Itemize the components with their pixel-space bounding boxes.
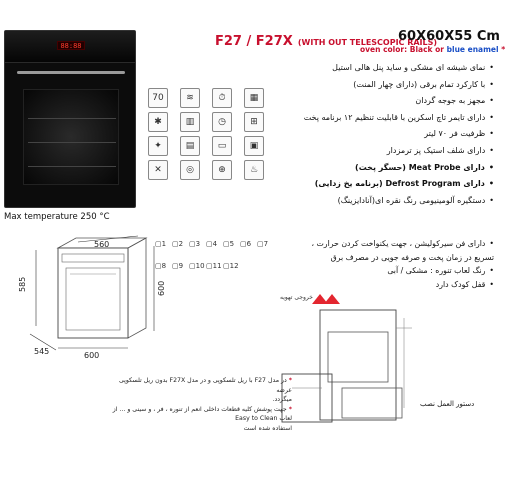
- oven-rack: [28, 142, 116, 143]
- timer-display-text: 88:88: [60, 42, 82, 50]
- max-temperature-label: Max temperature 250 °C: [4, 212, 110, 222]
- footnote-line: استفاده شده است: [243, 424, 292, 432]
- feature-icon: ▭: [212, 136, 232, 156]
- function-number: ▢7: [257, 240, 269, 248]
- feature-icon: ♨: [244, 160, 264, 180]
- feature-icon: ▦: [244, 88, 264, 108]
- footnote-text: در مدل F27 با ریل تلسکوپی و در مدل F27X بدون ریل تلسکوپی عرضه: [118, 377, 292, 394]
- function-number: ▢6: [240, 240, 252, 248]
- oven-color-line: [360, 45, 505, 54]
- footnote-text: جهت پوشش کلیه قطعات داخلی انعم از تنوره ، فر ، و سینی و ... از لعاب Easy to Clean: [112, 405, 292, 423]
- function-number: ▢4: [206, 240, 218, 248]
- feature-item: • ظرفیت فر ۷۰ لیتر: [272, 126, 494, 143]
- feature-icon: ≋: [180, 88, 200, 108]
- feature-icon: ◎: [180, 160, 200, 180]
- feature-icon: ✦: [148, 136, 168, 156]
- color-or: or: [435, 45, 445, 54]
- dimension-drawing: [18, 236, 168, 366]
- function-row-1: [155, 240, 274, 248]
- feature-icon-grid: [140, 86, 275, 206]
- footnote-line: میگردد.: [272, 396, 292, 404]
- function-number: ▢5: [223, 240, 235, 248]
- footnotes: [112, 376, 292, 434]
- oven-rack: [28, 166, 116, 167]
- color-black: Black: [409, 45, 433, 54]
- feature-icon: ⏱: [212, 88, 232, 108]
- feature-item: • دستگیره آلومینیومی رنگ نقره ای(آنادایزینگ): [272, 193, 494, 210]
- feature-item: • دارای Defrost Program (برنامه یخ زدایی): [272, 176, 494, 193]
- feature-icon: 70: [148, 88, 168, 108]
- function-number: ▢11: [206, 262, 222, 270]
- feature-item: • قفل کودک دارد: [258, 278, 494, 292]
- control-panel: [5, 31, 135, 63]
- function-number: ▢12: [223, 262, 239, 270]
- vent-label: خروجی تهویه: [280, 294, 313, 301]
- oven-rack: [28, 118, 116, 119]
- feature-list: [272, 60, 494, 209]
- oven-photo: [4, 30, 136, 208]
- timer-display: [57, 41, 85, 50]
- model-note: (WITH OUT TELESCOPIC RAILS): [297, 38, 438, 47]
- feature-item: • دارای تایمر تاچ اسکرین با قابلیت تنظیم ۱۲ برنامه پخت: [272, 110, 494, 127]
- installation-title: دستور العمل نصب: [420, 400, 475, 408]
- function-number: ▢3: [189, 240, 201, 248]
- model-name: F27 / F27X: [215, 34, 293, 49]
- dim-depth: 545: [34, 347, 50, 356]
- dim-height-left: 585: [18, 276, 27, 292]
- footnote-line: *جهت پوشش کلیه قطعات داخلی انعم از تنوره ، فر ، و سینی و ... از لعاب Easy to Clean: [112, 405, 292, 423]
- feature-icon: ⊕: [212, 160, 232, 180]
- color-star: *: [501, 45, 505, 54]
- feature-list-2: [258, 237, 494, 291]
- feature-icon: ✕: [148, 160, 168, 180]
- function-number: ▢8: [155, 262, 167, 270]
- feature-item: • با کارکرد تمام برقی (دارای چهار المنت): [272, 77, 494, 94]
- feature-item: • دارای فن سیرکولیشن ، جهت یکنواخت کردن حرارت ،: [258, 237, 494, 251]
- feature-icon: ✱: [148, 112, 168, 132]
- dimensions-title: 60X60X55 Cm: [398, 29, 500, 44]
- function-number: ▢1: [155, 240, 167, 248]
- footnote-line: *در مدل F27 با ریل تلسکوپی و در مدل F27X بدون ریل تلسکوپی عرضه: [118, 377, 292, 394]
- installation-drawing: [272, 288, 422, 438]
- feature-item: • رنگ لعاب تنوره : مشکی / آبی: [258, 264, 494, 278]
- feature-item: • دارای Meat Probe (حسگر پخت): [272, 160, 494, 177]
- feature-item: • مجهز به جوجه گردان: [272, 93, 494, 110]
- feature-item: • نمای شیشه ای مشکی و ساید پنل هالی استیل: [272, 60, 494, 77]
- color-blue: blue enamel: [446, 45, 499, 54]
- color-prefix: oven color:: [360, 45, 408, 54]
- feature-item: تسریع در زمان پخت و صرفه جویی در مصرف برق: [330, 252, 494, 262]
- feature-item: • دارای شلف استیک پز ترمزدار: [272, 143, 494, 160]
- function-number: ▢2: [172, 240, 184, 248]
- feature-icon: ⊞: [244, 112, 264, 132]
- dim-width-top: 560: [94, 240, 110, 249]
- dim-height-right: 600: [157, 280, 166, 296]
- oven-handle: [17, 71, 125, 74]
- function-number: ▢9: [172, 262, 184, 270]
- feature-icon: ▤: [180, 136, 200, 156]
- function-number: ▢10: [189, 262, 205, 270]
- oven-window: [23, 89, 119, 185]
- feature-icon: ▥: [180, 112, 200, 132]
- feature-icon: ▣: [244, 136, 264, 156]
- vent-arrow-icon: [324, 294, 340, 304]
- feature-icon: ◷: [212, 112, 232, 132]
- dim-width-bottom: 600: [84, 351, 100, 360]
